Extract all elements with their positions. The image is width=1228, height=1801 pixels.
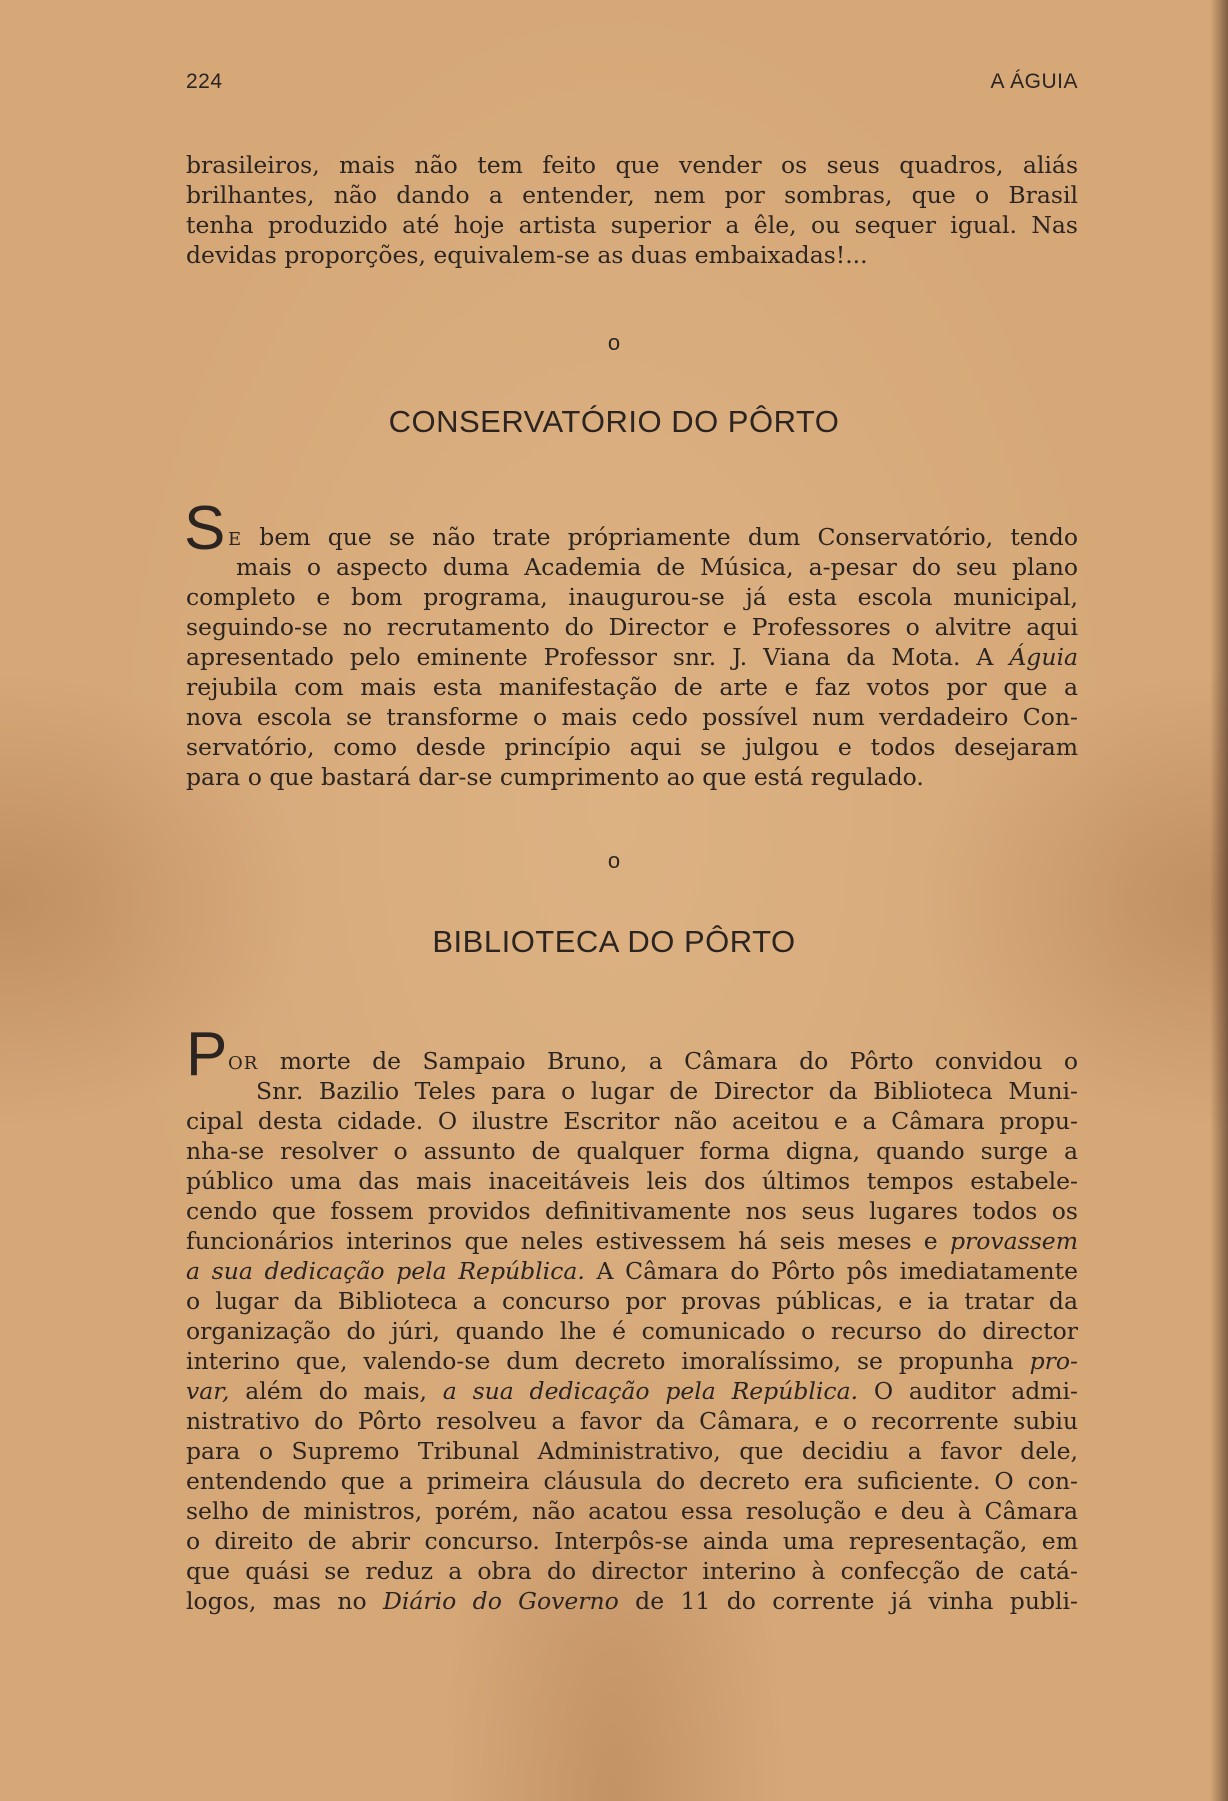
- section-separator: o: [607, 848, 621, 873]
- section-separator: o: [607, 330, 621, 355]
- text-line: [186, 1046, 1078, 1076]
- text-line: devidas proporções, equivalem-se as duas embaixadas!...: [186, 241, 868, 269]
- text-line: para o Supremo Tribunal Administrativo, que decidiu a favor dele,: [186, 1437, 1078, 1465]
- line-segment: interino que, valendo-se dum decreto imoralíssimo, se propunha: [186, 1347, 1030, 1375]
- text-line: que quási se reduz a obra do director interino à confecção de catá-: [186, 1557, 1078, 1585]
- italic-segment: var,: [186, 1377, 230, 1405]
- text-line: mais o aspecto duma Academia de Música, a-pesar do seu plano: [236, 553, 1078, 581]
- line-rest: morte de Sampaio Bruno, a Câmara do Pôrto convidou o: [258, 1047, 1078, 1075]
- italic-segment: pro-: [1029, 1347, 1078, 1375]
- text-line: [186, 1376, 1078, 1406]
- page-edge-shadow: [1210, 0, 1228, 1801]
- text-line: brilhantes, não dando a entender, nem por sombras, que o Brasil: [186, 181, 1078, 209]
- text-line: entendendo que a primeira cláusula do decreto era suficiente. O con-: [186, 1467, 1078, 1495]
- text-line: cipal desta cidade. O ilustre Escritor não aceitou e a Câmara propu-: [186, 1107, 1078, 1135]
- italic-segment: a sua dedicação pela República.: [442, 1377, 859, 1405]
- line-segment: apresentado pelo eminente Professor snr. J. Viana da Mota. A: [186, 643, 1010, 671]
- line-segment: funcionários interinos que neles estivessem há seis meses e: [186, 1227, 950, 1255]
- biblioteca-paragraph: [186, 1046, 1078, 1616]
- text-line: nha-se resolver o assunto de qualquer forma digna, quando surge a: [186, 1137, 1078, 1165]
- text-line: Snr. Bazilio Teles para o lugar de Director da Biblioteca Muni-: [256, 1077, 1078, 1105]
- text-line: público uma das mais inaceitáveis leis dos últimos tempos estabele-: [186, 1167, 1078, 1195]
- text-line: rejubila com mais esta manifestação de arte e faz votos por que a: [186, 673, 1078, 701]
- text-line: servatório, como desde princípio aqui se julgou e todos desejaram: [186, 733, 1078, 761]
- text-line: organização do júri, quando lhe é comunicado o recurso do director: [186, 1317, 1078, 1345]
- text-line: [186, 1226, 1078, 1256]
- line-segment: além do mais,: [229, 1377, 443, 1405]
- text-line: completo e bom programa, inaugurou-se já esta escola municipal,: [186, 583, 1078, 611]
- smallcaps-start: OR: [228, 1053, 259, 1074]
- drop-cap-p: P: [186, 1020, 228, 1089]
- text-line: selho de ministros, porém, não acatou essa resolução e deu à Câmara: [186, 1497, 1078, 1525]
- italic-segment: Águia: [1009, 643, 1078, 671]
- text-line: o lugar da Biblioteca a concurso por provas públicas, e ia tratar da: [186, 1287, 1078, 1315]
- text-line: para o que bastará dar-se cumprimento ao que está regulado.: [186, 763, 924, 791]
- line-segment: logos, mas no: [186, 1587, 384, 1615]
- line-rest: bem que se não trate própriamente dum Conservatório, tendo: [242, 523, 1078, 551]
- text-line: brasileiros, mais não tem feito que vender os seus quadros, aliás: [186, 151, 1078, 179]
- page-number: 224: [186, 70, 223, 93]
- text-line: [186, 642, 1078, 672]
- text-line: cendo que fossem providos definitivamente nos seus lugares todos os: [186, 1197, 1078, 1225]
- text-line: [186, 1586, 1078, 1616]
- text-line: tenha produzido até hoje artista superior a êle, ou sequer igual. Nas: [186, 211, 1078, 239]
- line-segment: de 11 do corrente já vinha publi-: [618, 1587, 1078, 1615]
- italic-segment: a sua dedicação pela República.: [186, 1257, 585, 1285]
- conservatorio-heading: CONSERVATÓRIO DO PÔRTO: [388, 404, 840, 439]
- intro-paragraph: [186, 150, 1078, 270]
- text-line: [186, 1346, 1078, 1376]
- text-line: seguindo-se no recrutamento do Director e Professores o alvitre aqui: [186, 613, 1078, 641]
- text-line: o direito de abrir concurso. Interpôs-se ainda uma representação, em: [186, 1527, 1078, 1555]
- text-line: [186, 1256, 1078, 1286]
- journal-title: A ÁGUIA: [990, 70, 1078, 93]
- text-line: nova escola se transforme o mais cedo possível num verdadeiro Con-: [186, 703, 1078, 731]
- line-segment: O auditor admi-: [858, 1377, 1078, 1405]
- italic-segment: provassem: [949, 1227, 1078, 1255]
- text-line: nistrativo do Pôrto resolveu a favor da Câmara, e o recorrente subiu: [186, 1407, 1078, 1435]
- conservatorio-paragraph: [186, 522, 1078, 792]
- biblioteca-heading: BIBLIOTECA DO PÔRTO: [432, 924, 796, 959]
- smallcaps-start: E: [228, 529, 243, 550]
- italic-segment: Diário do Governo: [383, 1587, 619, 1615]
- drop-cap-s: S: [184, 494, 226, 563]
- line-segment: A Câmara do Pôrto pôs imediatamente: [584, 1257, 1078, 1285]
- text-line: [186, 522, 1078, 552]
